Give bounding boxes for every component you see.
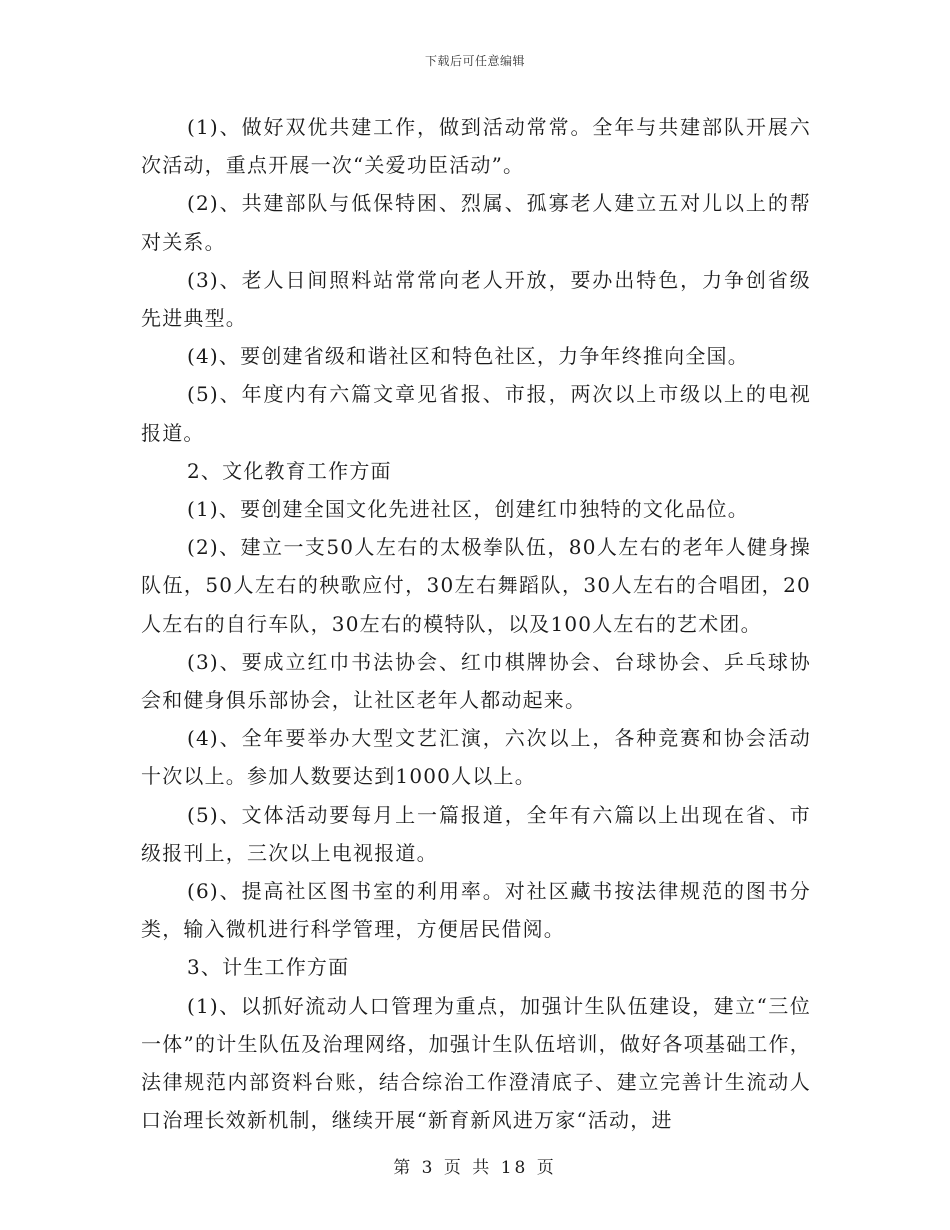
paragraph: (1)、以抓好流动人口管理为重点，加强计生队伍建设，建立“三位一体”的计生队伍及治理网络，加强计生队伍培训，做好各项基础工作，法律规范内部资料台账，结合综治工作澄清底子、建立完善计生流动人口治理长效新机制，继续开展“新育新风进万家“活动，进	[141, 993, 811, 1133]
paragraph: (1)、做好双优共建工作，做到活动常常。全年与共建部队开展六次活动，重点开展一次“关爱功臣活动”。	[141, 115, 811, 178]
paragraph: (2)、建立一支50人左右的太极拳队伍，80人左右的老年人健身操队伍，50人左右的秧歌应付，30左右舞蹈队，30人左右的合唱团，20人左右的自行车队，30左右的模特队，以及100人左右的艺术团。	[141, 535, 811, 636]
paragraph: (4)、全年要举办大型文艺汇演，六次以上，各种竞赛和协会活动十次以上。参加人数要达到1000人以上。	[141, 726, 811, 789]
section-heading: 2、文化教育工作方面	[187, 458, 392, 483]
paragraph: (5)、文体活动要每月上一篇报道，全年有六篇以上出现在省、市级报刊上，三次以上电视报道。	[141, 802, 811, 865]
page-header: 下载后可任意编辑	[424, 54, 525, 68]
document-body	[141, 108, 811, 1139]
section-heading: 3、计生工作方面	[187, 955, 350, 980]
paragraph: (4)、要创建省级和谐社区和特色社区，力争年终推向全国。	[187, 344, 749, 369]
paragraph: (3)、要成立红巾书法协会、红巾棋牌协会、台球协会、乒乓球协会和健身俱乐部协会，让社区老年人都动起来。	[141, 649, 811, 713]
paragraph: (6)、提高社区图书室的利用率。对社区藏书按法律规范的图书分类，输入微机进行科学管理，方便居民借阅。	[141, 879, 811, 942]
paragraph: (2)、共建部队与低保特困、烈属、孤寡老人建立五对儿以上的帮对关系。	[141, 191, 811, 254]
paragraph: (5)、年度内有六篇文章见省报、市报，两次以上市级以上的电视报道。	[141, 382, 811, 445]
paragraph: (1)、要创建全国文化先进社区，创建红巾独特的文化品位。	[187, 497, 749, 522]
paragraph: (3)、老人日间照料站常常向老人开放，要办出特色，力争创省级先进典型。	[141, 267, 811, 331]
page-number: 第 3 页 共 18 页	[393, 1158, 557, 1178]
